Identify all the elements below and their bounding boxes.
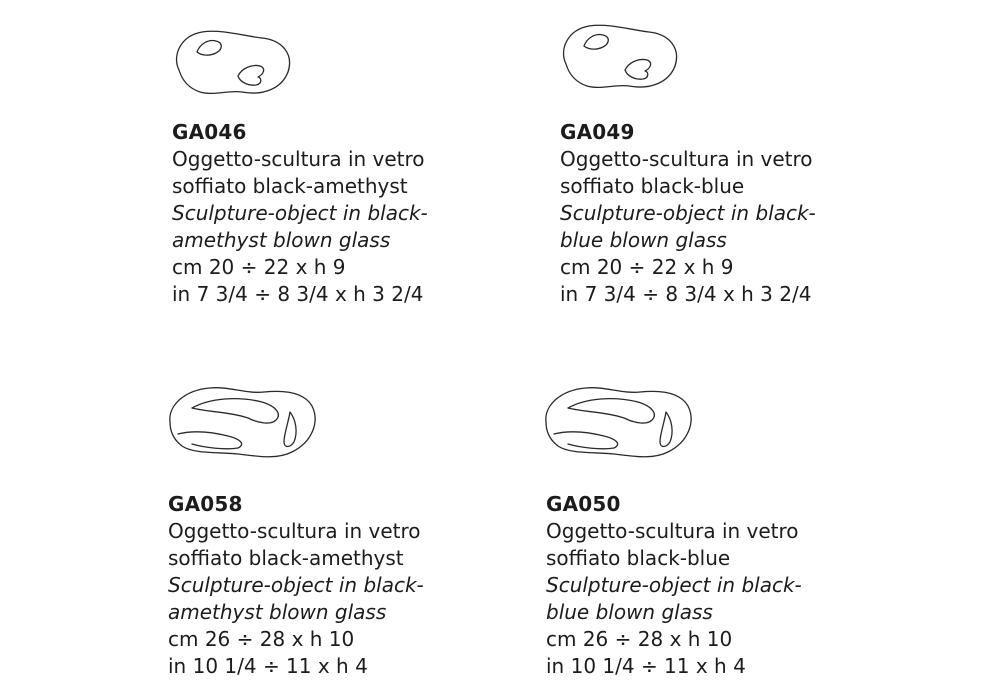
size-in: in 7 3/4 ÷ 8 3/4 x h 3 2/4 [172,282,424,306]
english-name-line-1: Sculpture-object in black- [560,201,816,225]
size-cm: cm 26 ÷ 28 x h 10 [546,627,733,651]
small-sculpture-drawing-icon [170,26,295,101]
size-in: in 10 1/4 ÷ 11 x h 4 [168,654,368,678]
product-code: GA050 [546,492,621,516]
italian-name-line-2: soffiato black-amethyst [168,546,404,570]
size-in: in 10 1/4 ÷ 11 x h 4 [546,654,746,678]
english-name-line-2: amethyst blown glass [168,600,387,624]
english-name-line-2: blue blown glass [546,600,713,624]
product-code: GA058 [168,492,243,516]
size-in: in 7 3/4 ÷ 8 3/4 x h 3 2/4 [560,282,812,306]
size-cm: cm 26 ÷ 28 x h 10 [168,627,355,651]
italian-name-line-2: soffiato black-blue [560,174,745,198]
italian-name-line-1: Oggetto-scultura in vetro [168,519,421,543]
italian-name-line-1: Oggetto-scultura in vetro [560,147,813,171]
large-sculpture-drawing-icon [542,378,694,468]
english-name-line-1: Sculpture-object in black- [172,201,428,225]
small-sculpture-drawing-icon [557,20,682,95]
product-code: GA049 [560,120,635,144]
italian-name-line-1: Oggetto-scultura in vetro [172,147,425,171]
english-name-line-1: Sculpture-object in black- [546,573,802,597]
english-name-line-1: Sculpture-object in black- [168,573,424,597]
italian-name-line-2: soffiato black-amethyst [172,174,408,198]
size-cm: cm 20 ÷ 22 x h 9 [172,255,346,279]
italian-name-line-1: Oggetto-scultura in vetro [546,519,799,543]
product-code: GA046 [172,120,247,144]
size-cm: cm 20 ÷ 22 x h 9 [560,255,734,279]
english-name-line-2: amethyst blown glass [172,228,391,252]
italian-name-line-2: soffiato black-blue [546,546,731,570]
english-name-line-2: blue blown glass [560,228,727,252]
large-sculpture-drawing-icon [166,378,318,468]
